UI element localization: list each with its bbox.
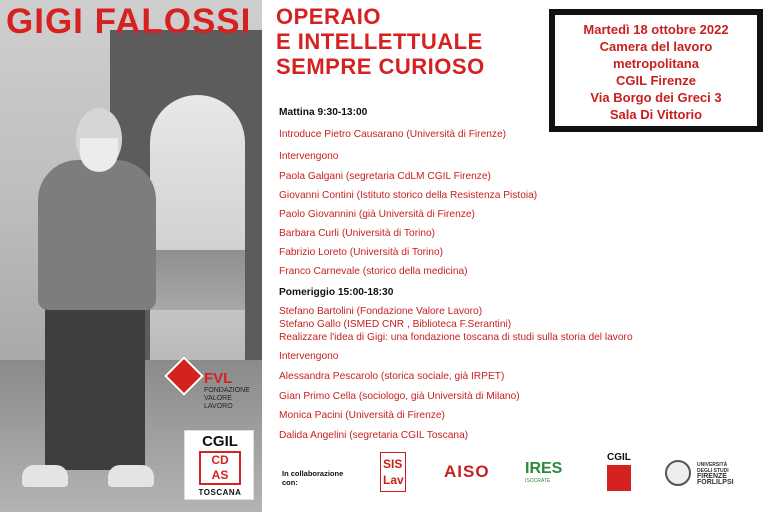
unifi-logo-text bbox=[697, 462, 765, 486]
program-item: Mattina 9:30-13:00 bbox=[279, 107, 368, 118]
cgil-region: TOSCANA bbox=[198, 488, 242, 497]
event-room: Sala Di Vittorio bbox=[609, 107, 703, 122]
sislav-line: SIS bbox=[383, 457, 403, 471]
sislav-line: Lav bbox=[383, 473, 404, 487]
collaboration-label-line: con: bbox=[282, 478, 298, 487]
program-item: Fabrizio Loreto (Università di Torino) bbox=[279, 247, 444, 258]
program-item: Realizzare l'idea di Gigi: una fondazione toscana di studi sulla storia del lavoro bbox=[279, 332, 633, 343]
program-item: Paolo Giovannini (già Università di Firenze) bbox=[279, 209, 475, 220]
aiso-logo-name: AISO bbox=[444, 462, 490, 481]
subtitle bbox=[276, 4, 536, 79]
cgil-partner-name: CGIL bbox=[607, 452, 631, 463]
cgil-logo-name: CGIL bbox=[202, 433, 238, 450]
event-venue-line: CGIL Firenze bbox=[616, 73, 696, 88]
program-item: Stefano Gallo (ISMED CNR , Biblioteca F.Serantini) bbox=[279, 319, 512, 330]
program-item: Paola Galgani (segretaria CdLM CGIL Firenze) bbox=[279, 171, 491, 182]
cgil-partner-logo bbox=[607, 452, 641, 500]
aiso-logo bbox=[444, 452, 494, 500]
person-shirt bbox=[38, 160, 156, 310]
program-item: Pomeriggio 15:00-18:30 bbox=[279, 287, 394, 298]
event-venue-line: metropolitana bbox=[613, 56, 699, 71]
ires-logo-name: IRES bbox=[525, 460, 563, 477]
program-item: Barbara Curli (Università di Torino) bbox=[279, 228, 436, 239]
main-title: GIGI FALOSSI bbox=[6, 2, 252, 41]
program-item: Giovanni Contini (Istituto storico della Resistenza Pistoia) bbox=[279, 190, 538, 201]
cdas-line: CD bbox=[211, 453, 229, 467]
collaboration-label bbox=[282, 469, 362, 487]
event-address: Via Borgo dei Greci 3 bbox=[590, 90, 722, 105]
program-item: Alessandra Pescarolo (storica sociale, già IRPET) bbox=[279, 371, 505, 382]
event-date: Martedì 18 ottobre 2022 bbox=[583, 22, 729, 37]
unifi-logo bbox=[665, 452, 765, 500]
collaboration-label-line: In collaborazione bbox=[282, 469, 344, 478]
program-item: Stefano Bartolini (Fondazione Valore Lavoro) bbox=[279, 306, 483, 317]
sislav-box bbox=[380, 452, 406, 492]
ires-logo-subtitle: ISOCRATE bbox=[525, 478, 551, 484]
fvl-logo-subtitle bbox=[204, 387, 256, 411]
subtitle-line: E INTELLETTUALE bbox=[276, 29, 483, 54]
program-item: Introduce Pietro Causarano (Università di Firenze) bbox=[279, 129, 507, 140]
unifi-seal-icon bbox=[665, 460, 691, 486]
arch-opening bbox=[150, 95, 245, 365]
subtitle-line: SEMPRE CURIOSO bbox=[276, 54, 485, 79]
subtitle-line: OPERAIO bbox=[276, 4, 381, 29]
sislav-logo bbox=[380, 452, 406, 500]
river-view bbox=[150, 250, 245, 310]
person-shoe-left bbox=[22, 465, 68, 487]
unifi-name-line: DEGLI STUDI bbox=[697, 468, 729, 474]
cdas-line: AS bbox=[211, 468, 229, 482]
program-item: Dalida Angelini (segretaria CGIL Toscana) bbox=[279, 430, 469, 441]
ires-logo bbox=[525, 452, 565, 500]
person-shoe-right bbox=[108, 465, 154, 487]
program-item: Monica Pacini (Università di Firenze) bbox=[279, 410, 445, 421]
program-item: Intervengono bbox=[279, 351, 339, 362]
program-item: Franco Carnevale (storico della medicina) bbox=[279, 266, 468, 277]
portrait-photo bbox=[0, 0, 262, 512]
person-trousers bbox=[45, 300, 145, 470]
fvl-logo-name: FVL bbox=[204, 370, 233, 387]
program-item: Intervengono bbox=[279, 151, 339, 162]
cgil-cdas-logo bbox=[184, 430, 254, 500]
fvl-cube-icon bbox=[164, 356, 204, 396]
fvl-sub-line: VALORE LAVORO bbox=[204, 395, 233, 410]
cgil-lily-icon bbox=[607, 465, 631, 491]
program-item: Gian Primo Cella (sociologo, già Università di Milano) bbox=[279, 391, 520, 402]
cdas-box bbox=[199, 451, 241, 485]
fvl-sub-line: FONDAZIONE bbox=[204, 387, 250, 394]
event-venue-line: Camera del lavoro bbox=[599, 39, 713, 54]
fvl-logo bbox=[170, 360, 256, 410]
unifi-name-line: UNIVERSITÀ bbox=[697, 462, 728, 468]
unifi-name-line: FIRENZE bbox=[697, 473, 727, 480]
unifi-dept: FORLILPSI bbox=[697, 479, 734, 486]
